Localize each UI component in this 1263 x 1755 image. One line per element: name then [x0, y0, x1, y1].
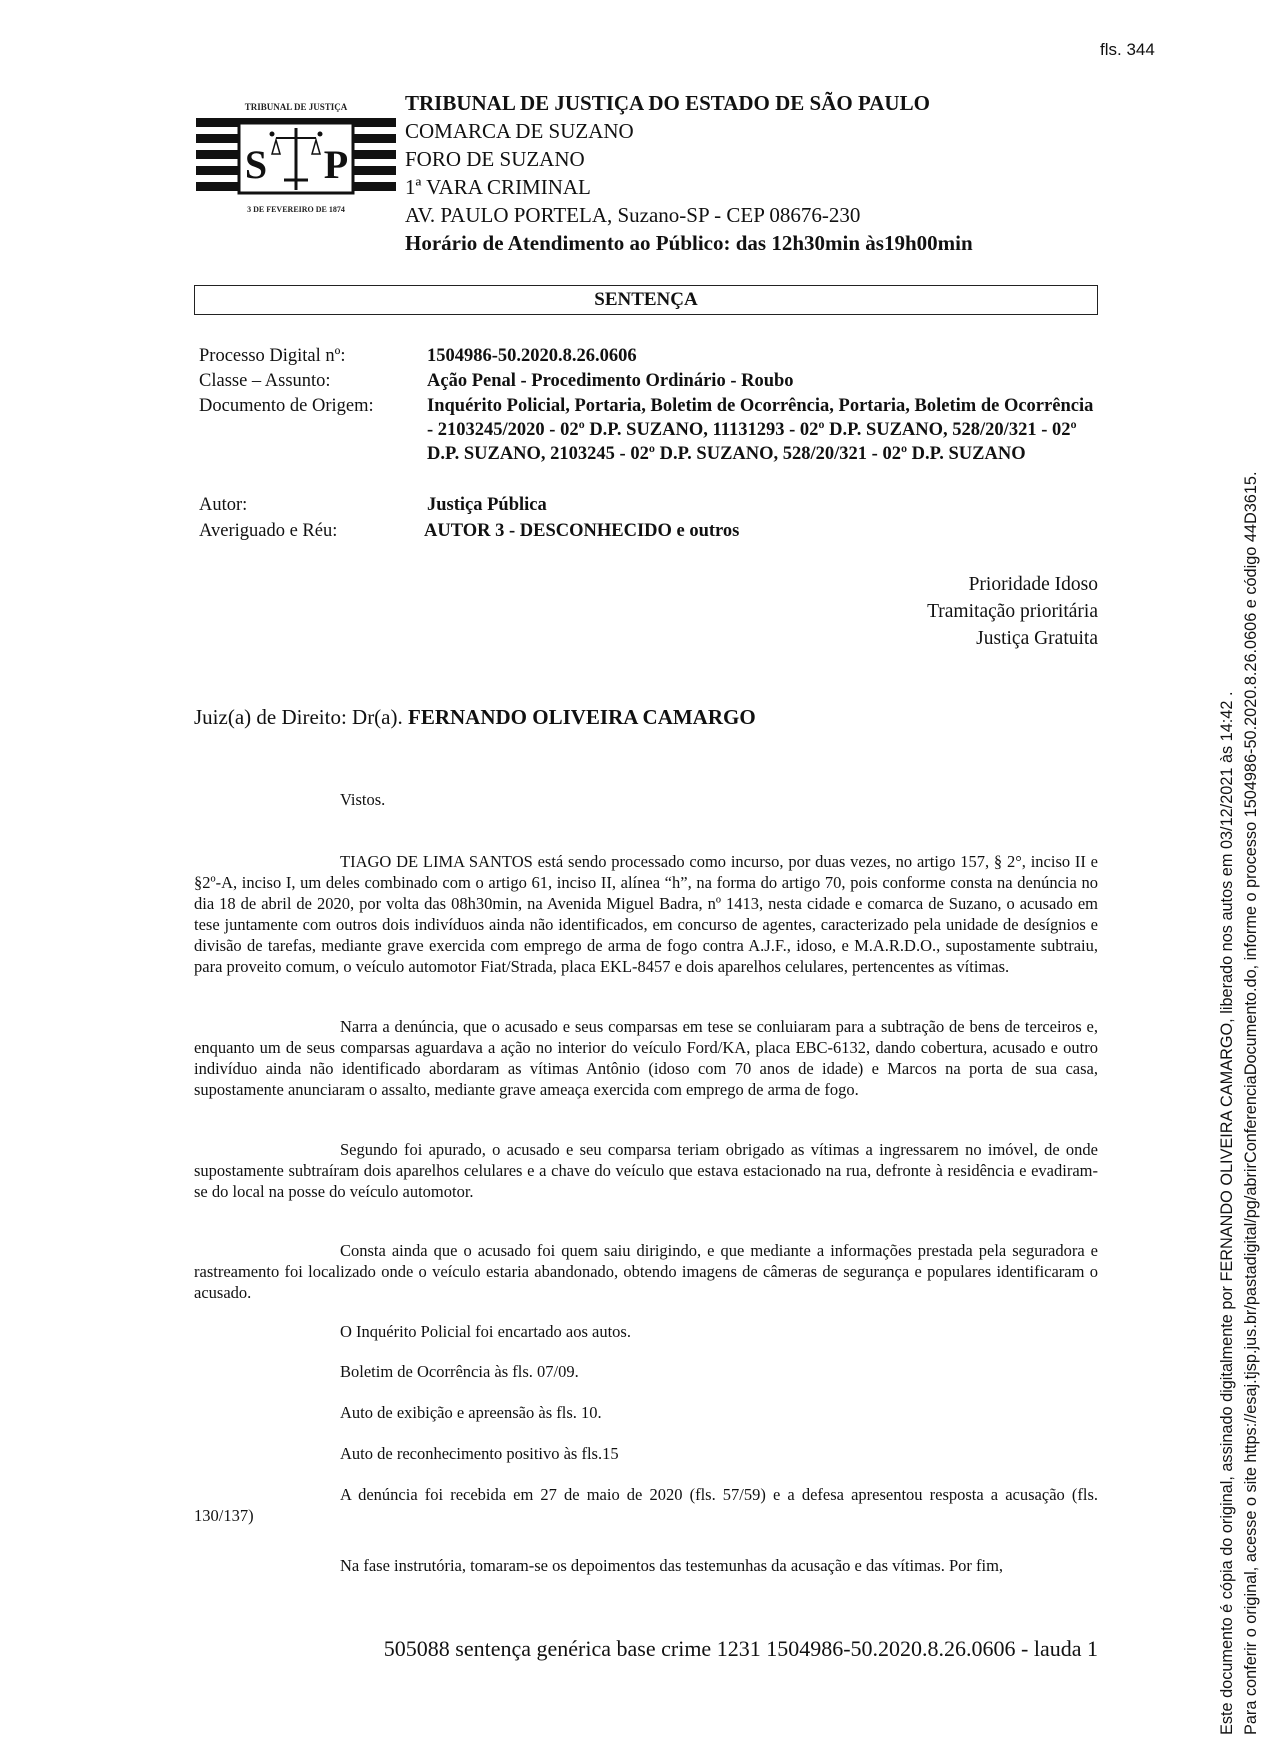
document-title: SENTENÇA — [194, 285, 1098, 315]
vara: 1ª VARA CRIMINAL — [405, 175, 591, 199]
paragraph-3: Segundo foi apurado, o acusado e seu comparsa teriam obrigado as vítimas a ingressarem no imóvel, de onde supostamente subtraíram dois aparelhos celulares e a chave do veículo que estava estacionado na rua, defronte à residência e evadiram-se do local na posse do veículo automotor. — [194, 1140, 1098, 1201]
seal-letter-p: P — [323, 142, 349, 187]
paragraph-7: Auto de exibição e apreensão às fls. 10. — [340, 1403, 602, 1422]
foro: FORO DE SUZANO — [405, 147, 585, 171]
page-footer: 505088 sentença genérica base crime 1231 1504986-50.2020.8.26.0606 - lauda 1 — [383, 1636, 1098, 1661]
comarca: COMARCA DE SUZANO — [405, 119, 634, 143]
court-seal-logo — [196, 76, 396, 226]
court-name: TRIBUNAL DE JUSTIÇA DO ESTADO DE SÃO PAULO — [405, 91, 930, 115]
paragraph-10: Na fase instrutória, tomaram-se os depoimentos das testemunhas da acusação e das vítimas. Por fim, — [340, 1556, 1004, 1575]
author-label: Autor: — [199, 495, 248, 515]
seal-bottom-text: 3 DE FEVEREIRO DE 1874 — [247, 205, 345, 214]
paragraph-9: A denúncia foi recebida em 27 de maio de 2020 (fls. 57/59) e a defesa apresentou resposta a acusação (fls. 130/137) — [194, 1485, 1098, 1525]
paragraph-2: Narra a denúncia, que o acusado e seus comparsas em tese se conluiaram para a subtração de bens de terceiros e, enquanto um de seus comparsas aguardava a ação no interior do veículo Ford/KA, placa EBC-6132, dando cobertura, acusado e outro indivíduo ainda não identificado abordaram as vítimas Antônio (idoso com 70 anos de idade) e Marcos na porta de sua casa, supostamente anunciaram o assalto, mediante grave ameaça exercida com emprego de arma de fogo. — [194, 1017, 1098, 1099]
paragraph-6: Boletim de Ocorrência às fls. 07/09. — [340, 1362, 579, 1381]
seal-letter-s: S — [244, 142, 268, 187]
address: AV. PAULO PORTELA, Suzano-SP - CEP 08676-230 — [405, 203, 861, 227]
signature-note-line-2: Para conferir o original, acesse o site https://esaj.tjsp.jus.br/pastadigital/pg/abrirConferenciaDocumento.do, informe o processo 1504986-50.2020.8.26.0606 e código 44D3615. — [1242, 471, 1260, 1735]
class-value: Ação Penal - Procedimento Ordinário - Roubo — [427, 371, 794, 391]
class-label: Classe – Assunto: — [199, 371, 331, 391]
free-justice: Justiça Gratuita — [976, 628, 1098, 649]
judge-name: FERNANDO OLIVEIRA CAMARGO — [408, 705, 756, 729]
signature-note-line-1: Este documento é cópia do original, assinado digitalmente por FERNANDO OLIVEIRA CAMARGO, liberado nos autos em 03/12/2021 às 14:42 . — [1218, 691, 1236, 1735]
process-label: Processo Digital nº: — [199, 346, 346, 366]
defendant-value: AUTOR 3 - DESCONHECIDO e outros — [424, 521, 740, 541]
origin-value: Inquérito Policial, Portaria, Boletim de Ocorrência, Portaria, Boletim de Ocorrência - 2103245/2020 - 02º D.P. SUZANO, 11131293 - 02º D.P. SUZANO, 528/20/321 - 02º D.P. SUZANO, 2103245 - 02º D.P. SUZANO, 528/20/321 - 02º D.P. SUZANO — [427, 396, 1094, 464]
digital-signature-note — [1215, 275, 1263, 1735]
origin-label: Documento de Origem: — [199, 396, 374, 416]
judge-label: Juiz(a) de Direito: Dr(a). — [194, 705, 403, 729]
paragraph-1: TIAGO DE LIMA SANTOS está sendo processado como incurso, por duas vezes, no artigo 157, § 2°, inciso II e §2º-A, inciso I, um deles combinado com o artigo 61, inciso II, alínea “h”, na forma do artigo 70, pois conforme consta na denúncia no dia 18 de abril de 2020, por volta das 08h30min, na Avenida Miguel Badra, nº 1413, nesta cidade e comarca de Suzano, o acusado em tese juntamente com outros dois indivíduos ainda não identificados, em concurso de agentes, caracterizado pela unidade de desígnios e divisão de tarefas, mediante grave exercida com emprego de arma de fogo contra A.J.F., idoso, e M.A.R.D.O., supostamente subtraiu, para proveito comum, o veículo automotor Fiat/Strada, placa EKL-8457 e dois aparelhos celulares, pertencentes as vítimas. — [194, 852, 1098, 976]
process-number: 1504986-50.2020.8.26.0606 — [427, 346, 637, 366]
priority-elderly: Prioridade Idoso — [968, 574, 1098, 595]
vistos: Vistos. — [340, 790, 386, 809]
priority-processing: Tramitação prioritária — [927, 601, 1098, 622]
author-value: Justiça Pública — [427, 495, 547, 515]
service-hours: Horário de Atendimento ao Público: das 12h30min às19h00min — [405, 231, 973, 255]
paragraph-4: Consta ainda que o acusado foi quem saiu dirigindo, e que mediante a informações prestada pela seguradora e rastreamento foi localizado onde o veículo estaria abandonado, obtendo imagens de câmeras de segurança e populares identificaram o acusado. — [194, 1241, 1098, 1302]
seal-top-text: TRIBUNAL DE JUSTIÇA — [244, 102, 348, 112]
judge-line — [194, 705, 756, 730]
paragraph-8: Auto de reconhecimento positivo às fls.15 — [340, 1444, 619, 1463]
defendant-label: Averiguado e Réu: — [199, 521, 338, 541]
page-number: fls. 344 — [1100, 40, 1155, 59]
paragraph-5: O Inquérito Policial foi encartado aos autos. — [340, 1322, 631, 1341]
